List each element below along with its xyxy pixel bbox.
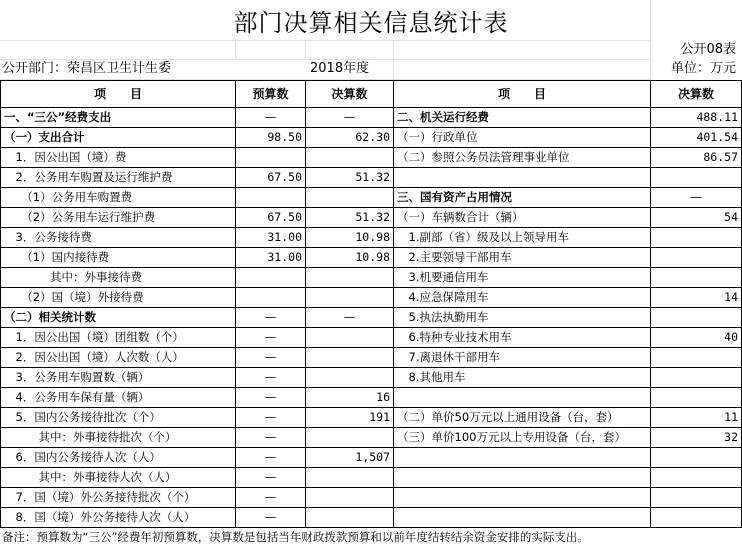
budget-cell[interactable]: 98.50 [236, 128, 306, 148]
budget-cell[interactable]: — [236, 348, 306, 368]
budget-cell[interactable] [236, 268, 306, 288]
right-final-cell[interactable]: 11 [651, 408, 742, 428]
form-code: 公开08表 [680, 42, 736, 57]
right-final-cell[interactable] [651, 248, 742, 268]
final-cell[interactable] [306, 428, 394, 448]
table-row [1, 348, 742, 368]
left-item-cell[interactable]: （1）国内接待费 [1, 248, 236, 268]
left-item-cell[interactable]: 6．国内公务接待人次（人） [1, 448, 236, 468]
left-item-cell[interactable]: 1．因公出国（境）费 [1, 148, 236, 168]
left-item-cell[interactable]: 5．国内公务接待批次（个） [1, 408, 236, 428]
right-final-cell[interactable]: 40 [651, 328, 742, 348]
right-final-cell[interactable] [651, 388, 742, 408]
department-label: 公开部门：荣昌区卫生计生委 [2, 61, 172, 76]
final-cell[interactable] [306, 468, 394, 488]
table-row [1, 408, 742, 428]
table-row [1, 168, 742, 188]
final-cell[interactable]: 10.98 [306, 248, 394, 268]
final-cell[interactable] [306, 148, 394, 168]
right-final-cell[interactable] [651, 448, 742, 468]
left-item-cell[interactable]: 一、“三公”经费支出 [1, 108, 236, 128]
budget-cell[interactable]: — [236, 408, 306, 428]
table-row [1, 368, 742, 388]
page-title: 部门决算相关信息统计表 [233, 8, 509, 37]
budget-cell[interactable]: — [236, 508, 306, 528]
right-item-cell[interactable] [394, 168, 651, 188]
header-row [1, 81, 742, 108]
right-final-cell[interactable] [651, 368, 742, 388]
final-cell[interactable]: — [306, 108, 394, 128]
final-cell[interactable] [306, 328, 394, 348]
left-item-cell[interactable]: （2）公务用车运行维护费 [1, 208, 236, 228]
left-item-cell[interactable]: 其中：外事接待批次（个） [1, 428, 236, 448]
final-cell[interactable]: — [306, 308, 394, 328]
table-row [1, 248, 742, 268]
unit-label: 单位：万元 [670, 61, 736, 76]
left-item-cell[interactable]: （1）公务用车购置费 [1, 188, 236, 208]
left-item-cell[interactable]: 8．国（境）外公务接待人次（人） [1, 508, 236, 528]
right-final-cell[interactable]: 32 [651, 428, 742, 448]
right-final-cell[interactable]: 86.57 [651, 148, 742, 168]
budget-cell[interactable] [236, 148, 306, 168]
table-row [1, 468, 742, 488]
budget-cell[interactable]: 67.50 [236, 168, 306, 188]
final-cell[interactable] [306, 288, 394, 308]
budget-cell[interactable]: 31.00 [236, 248, 306, 268]
right-item-cell[interactable] [394, 448, 651, 468]
right-final-cell[interactable]: 14 [651, 288, 742, 308]
table-row [1, 188, 742, 208]
final-cell[interactable]: 191 [306, 408, 394, 428]
right-item-cell[interactable]: 1.副部（省）级及以上领导用车 [394, 228, 651, 248]
final-cell[interactable]: 51.32 [306, 208, 394, 228]
right-item-cell[interactable]: （一）车辆数合计（辆） [394, 208, 651, 228]
header-final: 决算数 [306, 81, 394, 108]
left-item-cell[interactable]: 3．公务接待费 [1, 228, 236, 248]
left-item-cell[interactable]: （二）相关统计数 [1, 308, 236, 328]
right-item-cell[interactable]: 5.执法执勤用车 [394, 308, 651, 328]
left-item-cell[interactable]: 2．因公出国（境）人次数（人） [1, 348, 236, 368]
left-item-cell[interactable]: 1．因公出国（境）团组数（个） [1, 328, 236, 348]
year-label: 2018年度 [310, 61, 370, 76]
right-item-cell[interactable]: 3.机要通信用车 [394, 268, 651, 288]
budget-cell[interactable]: — [236, 488, 306, 508]
right-final-cell[interactable] [651, 468, 742, 488]
final-cell[interactable]: 16 [306, 388, 394, 408]
final-cell[interactable] [306, 348, 394, 368]
left-item-cell[interactable]: 7．国（境）外公务接待批次（个） [1, 488, 236, 508]
grid-cell [0, 40, 236, 60]
right-item-cell[interactable]: 4.应急保障用车 [394, 288, 651, 308]
budget-cell[interactable]: — [236, 308, 306, 328]
left-item-cell[interactable]: 3．公务用车购置数（辆） [1, 368, 236, 388]
header-item: 项 目 [1, 81, 236, 108]
header-item-right: 项 目 [394, 81, 651, 108]
right-item-cell[interactable]: 8.其他用车 [394, 368, 651, 388]
statistics-table [0, 80, 742, 528]
right-item-cell[interactable] [394, 508, 651, 528]
right-item-cell[interactable]: （一）行政单位 [394, 128, 651, 148]
right-item-cell[interactable]: 三、国有资产占用情况 [394, 188, 651, 208]
budget-cell[interactable]: — [236, 108, 306, 128]
budget-cell[interactable] [236, 188, 306, 208]
grid-cell [393, 40, 651, 60]
final-cell[interactable]: 10.98 [306, 228, 394, 248]
right-final-cell[interactable] [651, 168, 742, 188]
grid-cell [305, 40, 394, 60]
table-row [1, 268, 742, 288]
final-cell[interactable] [306, 188, 394, 208]
right-final-cell[interactable] [651, 268, 742, 288]
right-final-cell[interactable] [651, 508, 742, 528]
left-item-cell[interactable]: 其中：外事接待费 [1, 268, 236, 288]
right-item-cell[interactable] [394, 468, 651, 488]
final-cell[interactable]: 62.30 [306, 128, 394, 148]
right-item-cell[interactable]: 6.特种专业技术用车 [394, 328, 651, 348]
budget-cell[interactable]: — [236, 388, 306, 408]
table-row [1, 308, 742, 328]
right-item-cell[interactable] [394, 488, 651, 508]
right-item-cell[interactable]: 二、机关运行经费 [394, 108, 651, 128]
final-cell[interactable] [306, 508, 394, 528]
right-item-cell[interactable] [394, 388, 651, 408]
right-final-cell[interactable] [651, 348, 742, 368]
grid-cell [235, 40, 306, 60]
table-row [1, 288, 742, 308]
table-row [1, 508, 742, 528]
left-item-cell[interactable]: 其中：外事接待人次（人） [1, 468, 236, 488]
right-item-cell[interactable]: （三）单价100万元以上专用设备（台，套） [394, 428, 651, 448]
left-item-cell[interactable]: （一）支出合计 [1, 128, 236, 148]
table-row [1, 428, 742, 448]
table-row [1, 228, 742, 248]
left-item-cell[interactable]: 2．公务用车购置及运行维护费 [1, 168, 236, 188]
budget-cell[interactable]: — [236, 428, 306, 448]
final-cell[interactable]: 1,507 [306, 448, 394, 468]
budget-cell[interactable] [236, 288, 306, 308]
right-final-cell[interactable]: — [651, 188, 742, 208]
table-row [1, 108, 742, 128]
right-item-cell[interactable]: （二）单价50万元以上通用设备（台，套） [394, 408, 651, 428]
right-item-cell[interactable]: 7.离退休干部用车 [394, 348, 651, 368]
right-final-cell[interactable]: 401.54 [651, 128, 742, 148]
table-row [1, 208, 742, 228]
right-final-cell[interactable] [651, 308, 742, 328]
table-row [1, 488, 742, 508]
final-cell[interactable] [306, 488, 394, 508]
final-cell[interactable] [306, 368, 394, 388]
table-row [1, 388, 742, 408]
right-final-cell[interactable] [651, 228, 742, 248]
right-item-cell[interactable]: （二）参照公务员法管理事业单位 [394, 148, 651, 168]
footnote: 备注：预算数为“三公”经费年初预算数，决算数是包括当年财政拨款预算和以前年度结转结余资金安排的实际支出。 [2, 530, 589, 544]
budget-cell[interactable]: 31.00 [236, 228, 306, 248]
final-cell[interactable]: 51.32 [306, 168, 394, 188]
budget-cell[interactable]: — [236, 468, 306, 488]
left-item-cell[interactable]: 4．公务用车保有量（辆） [1, 388, 236, 408]
right-final-cell[interactable]: 488.11 [651, 108, 742, 128]
header-budget: 预算数 [236, 81, 306, 108]
right-item-cell[interactable]: 2.主要领导干部用车 [394, 248, 651, 268]
header-final-right: 决算数 [651, 81, 742, 108]
final-cell[interactable] [306, 268, 394, 288]
table-row [1, 448, 742, 468]
right-final-cell[interactable] [651, 488, 742, 508]
budget-cell[interactable]: — [236, 368, 306, 388]
table-row [1, 128, 742, 148]
table-row [1, 328, 742, 348]
right-final-cell[interactable]: 54 [651, 208, 742, 228]
budget-cell[interactable]: — [236, 328, 306, 348]
table-row [1, 148, 742, 168]
budget-cell[interactable]: — [236, 448, 306, 468]
budget-cell[interactable]: 67.50 [236, 208, 306, 228]
left-item-cell[interactable]: （2）国（境）外接待费 [1, 288, 236, 308]
grid-cell [393, 59, 651, 80]
